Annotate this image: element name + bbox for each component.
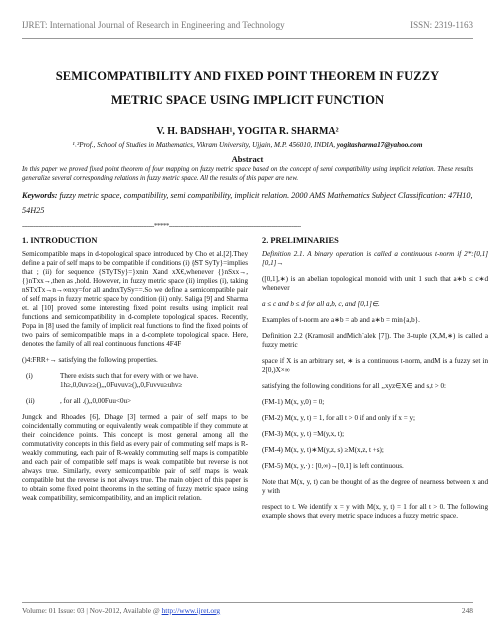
paper-title bbox=[30, 64, 465, 112]
property-number: (i) bbox=[26, 372, 33, 380]
abstract-text: In this paper we proved fixed point theorem of four mapping on fuzzy metric space based on the concept of semi compatibility using implicit relation. These results generalize several corresponding relations in fuzzy metric space. All the results of this paper are new. bbox=[22, 166, 473, 182]
property-item bbox=[22, 397, 248, 406]
page-number: 248 bbox=[461, 606, 473, 615]
phi-line: ()4:FRR+→ satisfying the following properties. bbox=[22, 356, 158, 364]
keywords-text: fuzzy metric space, compatibility, semi compatibility, implicit relation. 2000 AMS Mathematics Subject Classification: 47H10, 54H25 bbox=[22, 191, 473, 215]
condition-fm-5: (FM-5) M(x, y,·) : [0,∞)→[0,1] is left continuous. bbox=[262, 462, 404, 470]
property-item bbox=[22, 372, 248, 390]
footer-rule bbox=[22, 602, 473, 603]
property-text: , for all .(),,0,00Fuu<0u> bbox=[60, 397, 132, 405]
tnorm-condition: a ≤ c and b ≤ d for all a,b, c, and [0,1]∈. bbox=[262, 300, 380, 308]
condition-fm-4: (FM-4) M(x, y, t)∗M(y,z, s) ≥M(x,z, t +s); bbox=[262, 446, 384, 454]
volume-info bbox=[22, 606, 220, 615]
title-line-1: SEMICOMPATIBILITY AND FIXED POINT THEOREM IN FUZZY bbox=[55, 69, 440, 83]
introduction-paragraph-2: Jungck and Rhoades [6], Dhage [3] termed a pair of self maps to be coincidentally commuting or equivalently weak compatible if they commute at their coincidence points. This concept is most general among all the commutativity concepts in this field as every pair of commuting self maps is R-weakly commuting, each pair of R-weakly commuting self maps is compatible and each pair of compatible self maps is weak compatible but reverse is not always true. Similarly, every semicompatible pair of self maps is weak compatible but the reverse is not always true. The main object of this paper is to obtain some fixed point theorems in the setting of fuzzy metric space using weak compatibility, semicompatibility, and an implicit relation. bbox=[22, 413, 248, 502]
running-header bbox=[22, 20, 473, 36]
preliminaries-heading: 2. PRELIMINARIES bbox=[262, 236, 339, 245]
title-line-2: METRIC SPACE USING IMPLICIT FUNCTION bbox=[110, 93, 385, 107]
tnorm-examples: Examples of t-norm are a∗b = ab and a∗b = min{a,b}. bbox=[262, 316, 420, 324]
journal-link[interactable]: http://www.ijret.org bbox=[161, 606, 221, 615]
authors: V. H. BADSHAH¹, YOGITA R. SHARMA² bbox=[156, 126, 339, 137]
respect-text: respect to t. We identify x = y with M(x, y, t) = 1 for all t > 0. The following example shows that every metric space induces a fuzzy metric space. bbox=[262, 503, 488, 520]
introduction-heading: 1. INTRODUCTION bbox=[22, 236, 98, 245]
affiliation bbox=[22, 141, 473, 149]
introduction-paragraph-1: Semicompatible maps in d-topological space introduced by Cho et al.[2].They define a pair of self maps to be compatible if conditions (i) {̸ST SyTy}=implies that ; (ii) for sequence {STyTSy}=}xnin Xand xX€,whenever {}nSxx→,{}nTxx→,then as ,hold. However, in fuzzy metric space (ii) implies (i), taking nSTxTx→n→∞nxy=for all andnxTySy==.So we define a semicompatible pair of self maps in fuzzy metric space by condition (ii) only. Saliga [9] and Sharma et. al [10] proved some interesting fixed point results using implicit real functions and semicompatibility in d-complete topological spaces. Recently, Popa in [8] used the family of implicit real functions to find the fixed points of two pairs of semicompatible maps in a d-complete topological space. Here, denotes the family of all real continuous functions 4F4F bbox=[22, 250, 248, 348]
author-email[interactable]: yogitasharma17@yahoo.com bbox=[336, 141, 423, 149]
left-column bbox=[22, 236, 248, 503]
nearness-note: Note that M(x, y, t) can be thought of as the degree of nearness between x and y with bbox=[262, 478, 488, 495]
affiliation-text: ¹˒²Prof., School of Studies in Mathematics, Vikram University, Ujjain, M.P. 456010, INDIA, bbox=[72, 141, 337, 149]
keywords bbox=[22, 188, 473, 218]
condition-fm-2: (FM-2) M(x, y, t) = 1, for all t > 0 if and only if x = y; bbox=[262, 414, 416, 422]
condition-fm-3: (FM-3) M(x, y, t) =M(y,x, t); bbox=[262, 430, 345, 438]
condition-fm-1: (FM-1) M(x, y,0) = 0; bbox=[262, 398, 325, 406]
right-column bbox=[262, 236, 488, 528]
definition-2-2: Definition 2.2 (Kramosil andMich´alek [7]). The 3-tuple (X,M,∗) is called a fuzzy metric bbox=[262, 332, 488, 349]
keywords-label: Keywords: bbox=[22, 191, 58, 200]
abelian-monoid-text: ([0,1],∗) is an abelian topological monoid with unit 1 such that a∗b ≤ c∗d whenever bbox=[262, 275, 488, 292]
issn: ISSN: 2319-1163 bbox=[410, 20, 473, 30]
header-rule bbox=[22, 38, 473, 39]
running-footer bbox=[22, 606, 473, 615]
property-text: There exists such that for every with or we have. 1h≥,0,0uv≥≥(),,,0Fuvuv≥(),,0,Fuvvu≥uhv≥ bbox=[60, 372, 199, 389]
abstract-heading: Abstract bbox=[231, 154, 264, 164]
section-divider: ------------------------------------------------------------------------*****------------------------------------------------------------------------ bbox=[22, 222, 301, 230]
volume-text: Volume: 01 Issue: 03 | Nov-2012, Available @ bbox=[22, 606, 162, 615]
definition-2-1: Definition 2.1. A binary operation is called a continuous t-norm if 2*:[0,1][0,1]→ bbox=[262, 250, 488, 267]
fuzzy-space-text: space if X is an arbitrary set, ∗ is a continuous t-norm, andM is a fuzzy set in 2[0,)X×∞ bbox=[262, 357, 488, 374]
journal-name: IJRET: International Journal of Research in Engineering and Technology bbox=[22, 20, 285, 30]
conditions-intro: satisfying the following conditions for all ,,xyz∈X∈ and s,t > 0: bbox=[262, 382, 447, 390]
property-number: (ii) bbox=[26, 397, 35, 405]
